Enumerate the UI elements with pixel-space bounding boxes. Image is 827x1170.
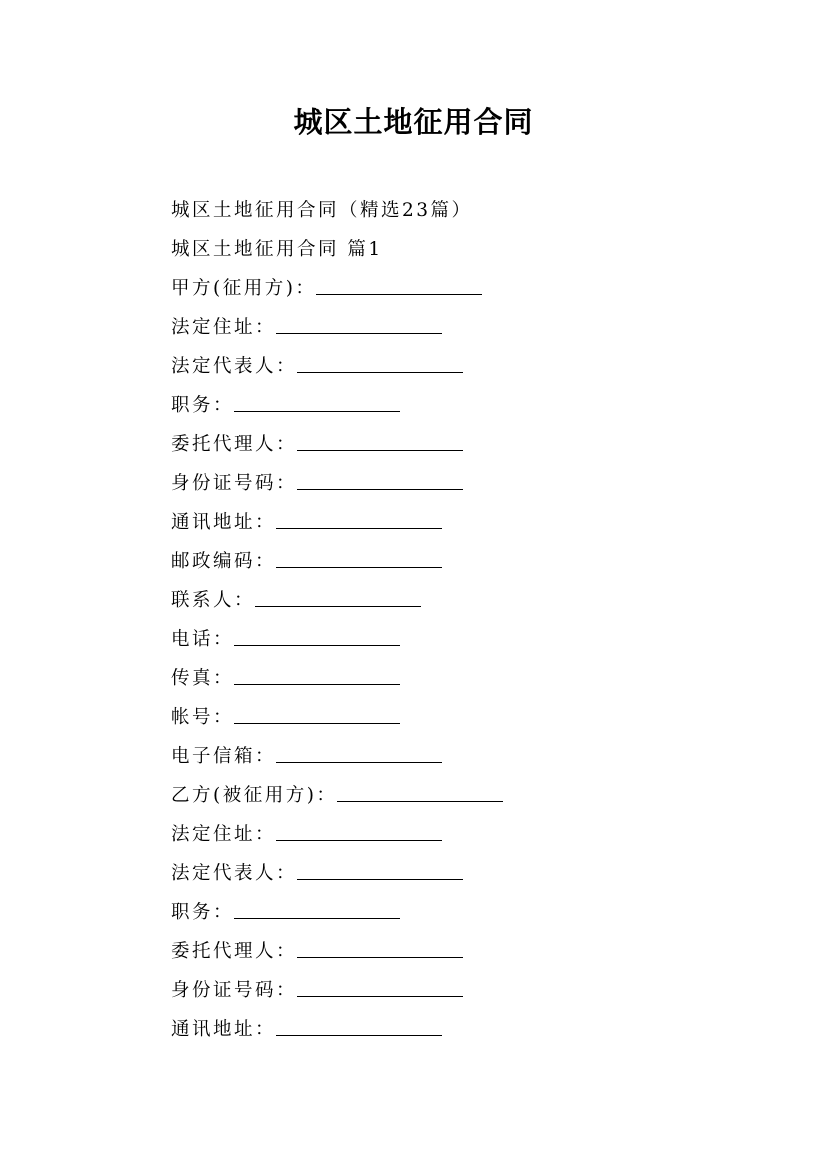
field-label: 通讯地址： xyxy=(171,512,277,533)
field-line xyxy=(171,425,731,464)
fill-blank xyxy=(297,372,463,373)
field-line xyxy=(171,620,731,659)
doc-line xyxy=(171,230,731,269)
field-label: 法定代表人： xyxy=(171,356,298,377)
fill-blank xyxy=(276,528,442,529)
fill-blank xyxy=(234,684,400,685)
field-label: 通讯地址： xyxy=(171,1019,277,1040)
fill-blank xyxy=(297,879,463,880)
field-label: 乙方(被征用方)： xyxy=(171,785,338,806)
fill-blank xyxy=(234,645,400,646)
line-text: 城区土地征用合同 篇1 xyxy=(171,239,383,260)
fill-blank xyxy=(276,840,442,841)
field-label: 联系人： xyxy=(171,590,256,611)
field-line xyxy=(171,737,731,776)
document-body xyxy=(171,191,731,1049)
doc-line xyxy=(171,191,731,230)
fill-blank xyxy=(276,762,442,763)
fill-blank xyxy=(297,957,463,958)
fill-blank xyxy=(255,606,421,607)
field-line xyxy=(171,698,731,737)
field-line xyxy=(171,1010,731,1049)
document-title: 城区土地征用合同 xyxy=(293,105,534,139)
fill-blank xyxy=(234,723,400,724)
fill-blank xyxy=(234,918,400,919)
field-line xyxy=(171,971,731,1010)
fill-blank xyxy=(234,411,400,412)
field-label: 委托代理人： xyxy=(171,434,298,455)
field-line xyxy=(171,893,731,932)
field-label: 身份证号码： xyxy=(171,473,298,494)
field-label: 法定住址： xyxy=(171,317,277,338)
field-label: 身份证号码： xyxy=(171,980,298,1001)
field-label: 委托代理人： xyxy=(171,941,298,962)
field-line xyxy=(171,854,731,893)
field-line xyxy=(171,464,731,503)
fill-blank xyxy=(337,801,503,802)
field-line xyxy=(171,659,731,698)
fill-blank xyxy=(297,450,463,451)
line-text: 城区土地征用合同（精选23篇） xyxy=(171,200,473,221)
field-line xyxy=(171,347,731,386)
field-label: 传真： xyxy=(171,668,235,689)
field-label: 甲方(征用方)： xyxy=(171,278,317,299)
fill-blank xyxy=(316,294,482,295)
fill-blank xyxy=(297,489,463,490)
field-label: 帐号： xyxy=(171,707,235,728)
field-line xyxy=(171,308,731,347)
field-label: 法定住址： xyxy=(171,824,277,845)
fill-blank xyxy=(276,333,442,334)
field-line xyxy=(171,815,731,854)
field-label: 电子信箱： xyxy=(171,746,277,767)
field-line xyxy=(171,542,731,581)
field-label: 职务： xyxy=(171,395,235,416)
field-label: 邮政编码： xyxy=(171,551,277,572)
fill-blank xyxy=(276,567,442,568)
field-label: 法定代表人： xyxy=(171,863,298,884)
fill-blank xyxy=(276,1035,442,1036)
field-line xyxy=(171,776,731,815)
field-label: 电话： xyxy=(171,629,235,650)
field-line xyxy=(171,503,731,542)
fill-blank xyxy=(297,996,463,997)
field-line xyxy=(171,581,731,620)
field-line xyxy=(171,932,731,971)
field-line xyxy=(171,386,731,425)
field-line xyxy=(171,269,731,308)
field-label: 职务： xyxy=(171,902,235,923)
